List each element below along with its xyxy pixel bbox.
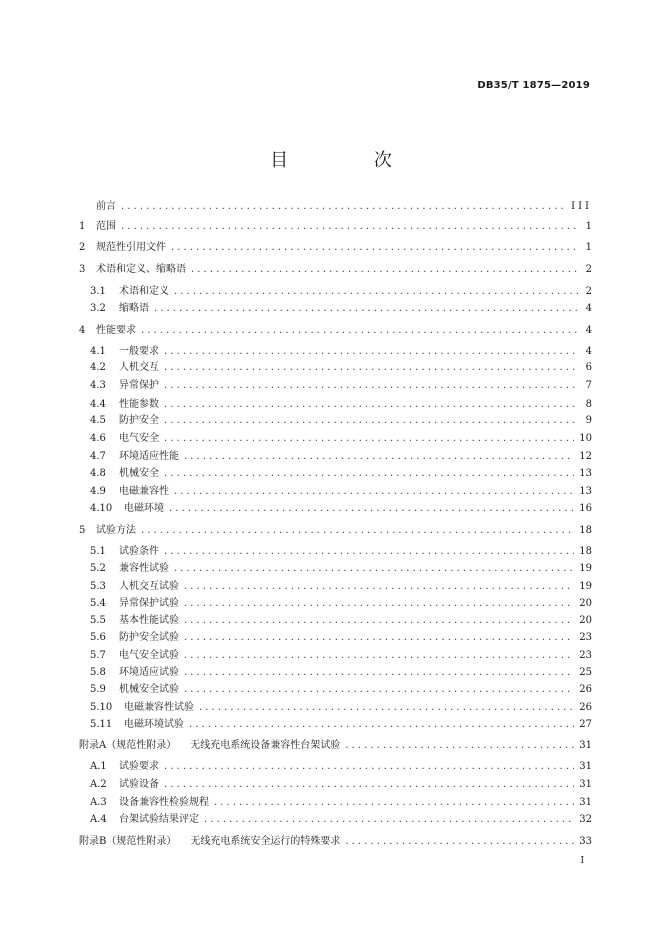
toc-entry-page: 18	[579, 546, 592, 557]
toc-entry[interactable]	[90, 682, 592, 698]
toc-entry[interactable]	[90, 360, 592, 376]
toc-entry-page: 12	[579, 451, 592, 462]
toc-leader-dots	[121, 199, 566, 215]
toc-entry-label: 电气安全	[119, 433, 159, 444]
toc-leader-dots	[171, 240, 579, 256]
toc-entry-number: 2	[79, 242, 86, 253]
toc-entry[interactable]	[90, 759, 592, 775]
toc-entry-page: 1	[585, 221, 592, 232]
toc-entry-page: 31	[579, 797, 592, 808]
toc-entry[interactable]	[90, 795, 592, 811]
toc-entry-page: III	[571, 201, 592, 212]
toc-leader-dots	[141, 523, 574, 539]
toc-entry[interactable]	[79, 834, 592, 850]
toc-entry[interactable]	[79, 240, 592, 256]
toc-entry-label: 异常保护试验	[119, 598, 179, 609]
toc-entry-page: 31	[579, 761, 592, 772]
toc-entry[interactable]	[79, 262, 592, 278]
toc-entry[interactable]	[90, 344, 592, 360]
toc-entry-page: 2	[585, 264, 592, 275]
toc-entry[interactable]	[79, 219, 592, 235]
toc-entry-number: 5.6	[90, 632, 106, 643]
toc-entry-label: 环境适应试验	[119, 667, 179, 678]
toc-leader-dots	[345, 738, 574, 754]
toc-entry-number: 5.1	[90, 546, 106, 557]
toc-leader-dots	[169, 501, 574, 517]
toc-entry-label: 无线充电系统设备兼容性台架试验	[190, 740, 341, 751]
toc-entry[interactable]	[90, 484, 592, 500]
toc-leader-dots	[184, 449, 574, 465]
toc-entry-label: 缩略语	[119, 303, 149, 314]
toc-entry[interactable]	[90, 397, 592, 413]
footer-page-number: I	[580, 856, 584, 866]
toc-entry[interactable]	[90, 700, 592, 716]
toc-entry-page: 33	[579, 836, 592, 847]
toc-leader-dots	[184, 630, 574, 646]
toc-entry-label: 术语和定义	[119, 286, 169, 297]
toc-leader-dots	[189, 717, 574, 733]
toc-entry-number: 5.2	[90, 563, 106, 574]
toc-entry-label: 试验条件	[119, 546, 159, 557]
toc-leader-dots	[184, 596, 574, 612]
toc-entry-number: 5.4	[90, 598, 106, 609]
toc-entry[interactable]	[90, 613, 592, 629]
toc-entry-number: 5	[79, 525, 86, 536]
toc-entry[interactable]	[90, 579, 592, 595]
toc-entry-page: 26	[579, 684, 592, 695]
toc-entry-number: A.4	[90, 814, 107, 825]
toc-entry-page: 16	[579, 503, 592, 514]
toc-entry-page: 23	[579, 632, 592, 643]
toc-entry[interactable]	[79, 523, 592, 539]
toc-leader-dots	[164, 466, 574, 482]
toc-entry-label: 电磁环境	[124, 503, 164, 514]
toc-entry-label: 前言	[96, 201, 116, 212]
toc-entry-page: 31	[579, 740, 592, 751]
toc-entry-number: 4.1	[90, 346, 106, 357]
toc-entry-page: 9	[585, 415, 592, 426]
toc-entry-label: 性能要求	[96, 325, 136, 336]
toc-entry[interactable]	[90, 561, 592, 577]
toc-leader-dots	[164, 397, 579, 413]
toc-entry-label: 术语和定义、缩略语	[96, 264, 186, 275]
toc-entry[interactable]	[90, 665, 592, 681]
toc-entry-label: 规范性引用文件	[96, 242, 166, 253]
toc-entry-number: 1	[79, 221, 86, 232]
toc-entry-label: 兼容性试验	[119, 563, 169, 574]
toc-leader-dots	[154, 301, 579, 317]
toc-entry-label: 基本性能试验	[119, 615, 179, 626]
toc-leader-dots	[184, 648, 574, 664]
toc-entry-number: 5.3	[90, 581, 106, 592]
toc-entry-number: 4.9	[90, 486, 106, 497]
toc-leader-dots	[164, 431, 574, 447]
toc-leader-dots	[121, 219, 579, 235]
toc-entry-number: 附录A（规范性附录）	[79, 740, 177, 751]
toc-entry-number: A.2	[90, 779, 107, 790]
toc-entry-number: 4	[79, 325, 86, 336]
toc-entry-number: 5.11	[90, 719, 113, 730]
toc-entry-label: 防护安全	[119, 415, 159, 426]
toc-entry-number: 5.10	[90, 702, 113, 713]
toc-entry-page: 6	[585, 362, 592, 373]
toc-entry-label: 异常保护	[119, 380, 159, 391]
toc-entry-page: 18	[579, 525, 592, 536]
standard-code: DB35/T 1875—2019	[477, 80, 590, 91]
toc-entry-page: 13	[579, 468, 592, 479]
toc-entry[interactable]	[90, 630, 592, 646]
toc-entry[interactable]	[90, 449, 592, 465]
toc-leader-dots	[184, 613, 574, 629]
toc-entry-label: 性能参数	[119, 399, 159, 410]
toc-entry[interactable]	[79, 199, 592, 215]
toc-entry-label: 试验方法	[96, 525, 136, 536]
toc-entry-label: 一般要求	[119, 346, 159, 357]
toc-leader-dots	[345, 834, 574, 850]
toc-entry-label: 电磁兼容性	[119, 486, 169, 497]
toc-entry-number: 3	[79, 264, 86, 275]
toc-entry-label: 设备兼容性检验规程	[119, 797, 209, 808]
toc-entry-page: 8	[585, 399, 592, 410]
toc-entry-number: 5.5	[90, 615, 106, 626]
toc-entry-label: 试验设备	[119, 779, 159, 790]
toc-entry-number: 4.3	[90, 380, 106, 391]
toc-entry-number: 4.6	[90, 433, 106, 444]
toc-entry-page: 32	[579, 814, 592, 825]
toc-leader-dots	[199, 700, 574, 716]
toc-entry[interactable]	[90, 431, 592, 447]
toc-entry-label: 电磁环境试验	[124, 719, 184, 730]
toc-leader-dots	[204, 812, 574, 828]
toc-entry-page: 20	[579, 615, 592, 626]
toc-leader-dots	[184, 682, 574, 698]
toc-entry-label: 试验要求	[119, 761, 159, 772]
toc-entry[interactable]	[90, 501, 592, 517]
toc-leader-dots	[214, 795, 574, 811]
toc-leader-dots	[164, 544, 574, 560]
toc-entry-number: 3.2	[90, 303, 106, 314]
toc-leader-dots	[191, 262, 579, 278]
toc-entry-page: 4	[585, 303, 592, 314]
toc-leader-dots	[184, 665, 574, 681]
toc-leader-dots	[164, 413, 579, 429]
toc-entry-page: 19	[579, 581, 592, 592]
toc-entry-label: 无线充电系统安全运行的特殊要求	[190, 836, 341, 847]
toc-entry-number: A.1	[90, 761, 107, 772]
toc-entry-label: 电磁兼容性试验	[124, 702, 194, 713]
page-title: 目 次	[270, 150, 432, 171]
toc-entry-number: 5.7	[90, 650, 106, 661]
toc-entry[interactable]	[90, 413, 592, 429]
toc-entry-label: 环境适应性能	[119, 451, 179, 462]
toc-entry[interactable]	[90, 812, 592, 828]
toc-entry[interactable]	[79, 738, 592, 754]
toc-entry[interactable]	[90, 284, 592, 300]
toc-entry-number: 3.1	[90, 286, 106, 297]
toc-entry[interactable]	[90, 777, 592, 793]
toc-entry[interactable]	[90, 378, 592, 394]
toc-leader-dots	[164, 759, 574, 775]
toc-entry-number: 4.2	[90, 362, 106, 373]
toc-entry-page: 10	[579, 433, 592, 444]
toc-entry[interactable]	[90, 544, 592, 560]
toc-entry-page: 1	[585, 242, 592, 253]
toc-entry[interactable]	[79, 323, 592, 339]
toc-entry[interactable]	[90, 466, 592, 482]
toc-entry-page: 2	[585, 286, 592, 297]
toc-entry-page: 19	[579, 563, 592, 574]
toc-entry-number: 4.7	[90, 451, 106, 462]
toc-leader-dots	[164, 344, 579, 360]
toc-entry-label: 电气安全试验	[119, 650, 179, 661]
toc-entry-page: 13	[579, 486, 592, 497]
toc-entry-number: A.3	[90, 797, 107, 808]
toc-entry-label: 范围	[96, 221, 116, 232]
toc-leader-dots	[184, 579, 574, 595]
toc-entry-number: 附录B（规范性附录）	[79, 836, 177, 847]
toc-leader-dots	[141, 323, 579, 339]
toc-leader-dots	[174, 284, 579, 300]
toc-leader-dots	[164, 378, 579, 394]
toc-entry-number: 4.5	[90, 415, 106, 426]
toc-leader-dots	[164, 777, 574, 793]
toc-entry-number: 4.8	[90, 468, 106, 479]
toc-entry-number: 4.4	[90, 399, 106, 410]
toc-entry[interactable]	[90, 717, 592, 733]
toc-entry-label: 机械安全试验	[119, 684, 179, 695]
toc-entry-page: 27	[579, 719, 592, 730]
toc-entry[interactable]	[90, 596, 592, 612]
toc-entry[interactable]	[90, 301, 592, 317]
toc-entry-number: 5.8	[90, 667, 106, 678]
toc-leader-dots	[174, 484, 574, 500]
toc-entry-page: 23	[579, 650, 592, 661]
toc-entry-number: 4.10	[90, 503, 113, 514]
toc-entry-label: 防护安全试验	[119, 632, 179, 643]
toc-entry-page: 20	[579, 598, 592, 609]
toc-entry-number: 5.9	[90, 684, 106, 695]
toc-entry-page: 4	[585, 346, 592, 357]
toc-entry-label: 人机交互试验	[119, 581, 179, 592]
toc-entry-label: 人机交互	[119, 362, 159, 373]
toc-entry-label: 台架试验结果评定	[119, 814, 199, 825]
toc-entry-label: 机械安全	[119, 468, 159, 479]
toc-entry-page: 4	[585, 325, 592, 336]
toc-entry-page: 31	[579, 779, 592, 790]
toc-entry-page: 7	[585, 380, 592, 391]
toc-entry-page: 26	[579, 702, 592, 713]
toc-entry-page: 25	[579, 667, 592, 678]
toc-leader-dots	[164, 360, 579, 376]
toc-leader-dots	[174, 561, 574, 577]
toc-entry[interactable]	[90, 648, 592, 664]
